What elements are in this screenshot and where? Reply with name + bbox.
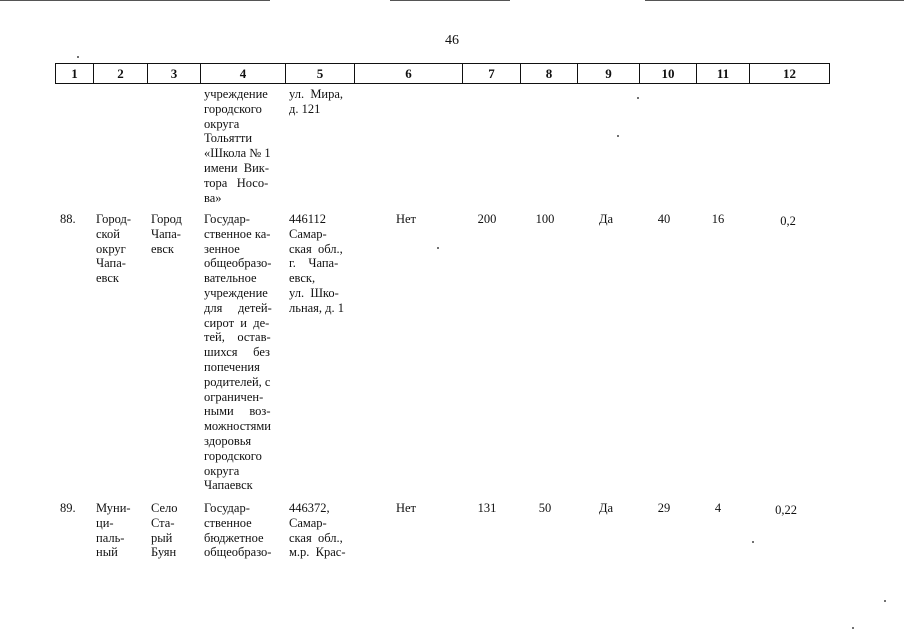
scan-speck [617,135,619,137]
header-cell: 4 [200,64,285,83]
scan-edge-line [0,0,270,1]
row-88-col7: 200 [477,212,497,226]
row-89-locality [151,501,178,560]
cell-line: Самар- [289,226,327,241]
row-89-number: 89. [60,501,76,515]
cell-line: общеобразо- [204,545,272,560]
cell-line: Чапа- [96,256,126,271]
continuation-address [289,87,343,117]
cell-line: ограничен- [204,389,264,404]
cell-line: ный [96,545,118,560]
cell-line: Государ- [204,212,250,226]
row-88-address [289,212,344,316]
table-header-row [55,63,830,84]
row-89-col12: 0,22 [775,503,797,517]
cell-line: округа [204,463,240,478]
scan-speck [77,56,79,58]
cell-line: паль- [96,530,125,545]
cell-line: Тольятти [204,131,253,146]
row-88-number: 88. [60,212,76,226]
cell-line: ская обл., [289,241,343,256]
continuation-institution [204,87,271,205]
header-cell: 11 [696,64,749,83]
cell-line: Чапаевск [204,478,253,493]
cell-line: Город- [96,212,132,226]
cell-line: рый [151,530,173,545]
page-number: 46 [445,33,459,48]
scan-speck [437,247,439,249]
row-88-col11: 16 [711,212,725,226]
row-88-col12: 0,2 [780,214,796,228]
cell-line: евск, [289,271,316,286]
row-88-municipality [96,212,131,286]
cell-line: ская обл., [289,530,343,545]
row-89-institution [204,501,271,560]
cell-line: Муни- [96,501,131,515]
cell-line: вательное [204,271,257,286]
header-cell: 5 [285,64,354,83]
cell-line: тора Носо- [204,175,269,190]
cell-line: Город [151,212,182,226]
header-cell: 1 [71,66,78,81]
cell-line: шихся без [204,345,270,360]
row-89-col8: 50 [538,501,552,515]
row-88-col10: 40 [657,212,671,226]
scan-speck [852,627,854,629]
cell-line: имени Вик- [204,160,270,175]
cell-line: городского [204,101,262,116]
cell-line: Самар- [289,515,327,530]
cell-line: сирот и де- [204,315,270,330]
cell-line: Ста- [151,515,175,530]
scan-edge-line [645,0,904,1]
header-cell: 3 [147,64,200,83]
row-89-col10: 29 [657,501,671,515]
row-89-municipality [96,501,131,560]
cell-line: евск [151,241,174,256]
cell-line: ул. Мира, [289,87,344,101]
row-89-address [289,501,346,560]
cell-line: учреждение [204,285,268,300]
cell-line: д. 121 [289,101,321,116]
cell-line: льная, д. 1 [289,300,345,315]
header-cell: 2 [93,64,147,83]
cell-line: г. Чапа- [289,256,339,271]
row-89-col9: Да [598,501,614,515]
cell-line: «Школа № 1 [204,146,271,161]
scan-edge-line [390,0,510,1]
row-88-col9: Да [598,212,614,226]
cell-line: округа [204,116,240,131]
cell-line: Государ- [204,501,250,515]
cell-line: бюджетное [204,530,264,545]
cell-line: 446372, [289,501,330,515]
cell-line: для детей- [204,300,272,315]
cell-line: ва» [204,190,222,205]
cell-line: Чапа- [151,226,181,241]
cell-line: ской [96,226,120,241]
row-88-col6: Нет [395,212,417,226]
cell-line: общеобразо- [204,256,272,271]
cell-line: здоровья [204,433,252,448]
row-88-institution [204,212,272,493]
cell-line: 446112 [289,212,327,226]
cell-line: м.р. Крас- [289,545,346,560]
scan-speck [884,600,886,602]
cell-line: попечения [204,359,260,374]
scan-speck [752,541,754,543]
header-cell: 10 [639,64,696,83]
cell-line: городского [204,448,262,463]
header-cell: 12 [749,64,829,83]
cell-line: зенное [204,241,240,256]
row-89-col11: 4 [714,501,722,515]
cell-line: Буян [151,545,177,560]
row-89-col6: Нет [395,501,417,515]
cell-line: ственное [204,515,252,530]
cell-line: учреждение [204,87,268,101]
cell-line: ци- [96,515,114,530]
header-cell: 7 [462,64,520,83]
header-cell: 9 [577,64,639,83]
header-cell: 6 [354,64,462,83]
cell-line: евск [96,271,119,286]
cell-line: ными воз- [204,404,271,419]
row-88-col8: 100 [535,212,555,226]
cell-line: ул. Шко- [289,285,339,300]
cell-line: тей, остав- [204,330,271,345]
header-cell: 8 [520,64,577,83]
cell-line: родителей, с [204,374,271,389]
row-89-col7: 131 [477,501,497,515]
cell-line: округ [96,241,126,256]
cell-line: Село [151,501,178,515]
scan-speck [637,97,639,99]
cell-line: ственное ка- [204,226,271,241]
cell-line: можностями [204,419,271,434]
row-88-locality [151,212,182,256]
